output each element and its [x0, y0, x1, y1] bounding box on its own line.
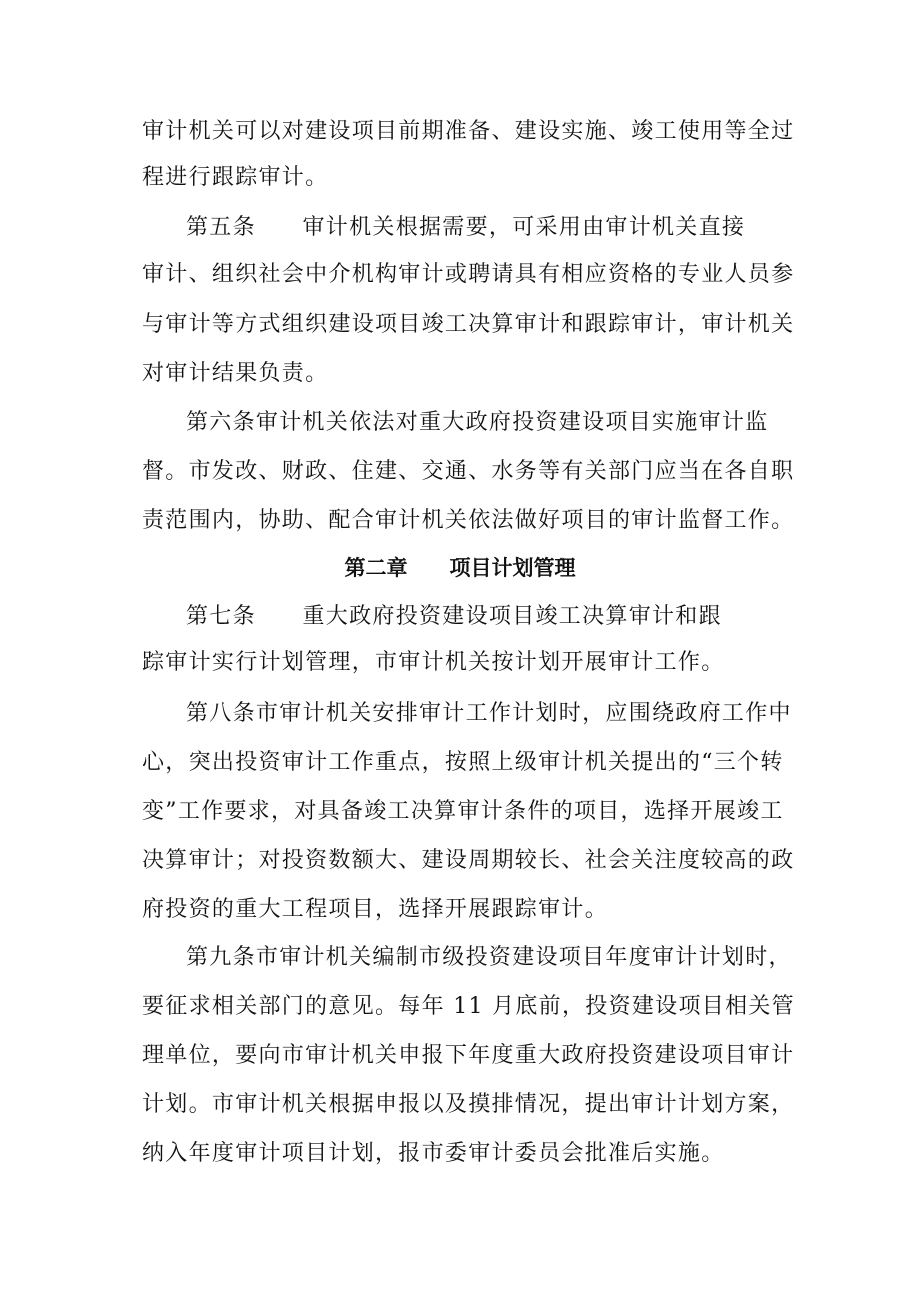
- body-line-2: 程进行跟踪审计。: [142, 165, 329, 190]
- article-9-line-5: 纳入年度审计项目计划，报市委审计委员会批准后实施。: [142, 1141, 725, 1166]
- article-5-line-2: 审计、组织社会中介机构审计或聘请具有相应资格的专业人员参: [142, 262, 795, 287]
- article-8-line-4: 决算审计；对投资数额大、建设周期较长、社会关注度较高的政: [142, 848, 795, 873]
- article-5-line-4: 对审计结果负责。: [142, 361, 329, 386]
- article-9-line-3: 理单位，要向市审计机关申报下年度重大政府投资建设项目审计: [142, 1043, 795, 1068]
- article-8-line-3: 变”工作要求，对具备竣工决算审计条件的项目，选择开展竣工: [142, 799, 784, 824]
- article-7-line-1: 第七条 重大政府投资建设项目竣工决算审计和跟: [186, 604, 722, 629]
- article-5-line-1: 第五条 审计机关根据需要，可采用由审计机关直接: [186, 215, 746, 240]
- article-5-line-3: 与审计等方式组织建设项目竣工决算审计和跟踪审计，审计机关: [142, 312, 795, 337]
- article-6-line-1: 第六条审计机关依法对重大政府投资建设项目实施审计监: [186, 410, 769, 435]
- article-8-line-5: 府投资的重大工程项目，选择开展跟踪审计。: [142, 897, 609, 922]
- article-9-line-4: 计划。市审计机关根据申报以及摸排情况，提出审计计划方案，: [142, 1092, 795, 1117]
- article-8-line-2: 心，突出投资审计工作重点，按照上级审计机关提出的“三个转: [142, 750, 784, 775]
- article-6-line-3: 责范围内，协助、配合审计机关依法做好项目的审计监督工作。: [142, 508, 795, 533]
- article-9-line-2: 要征求相关部门的意见。每年 11 月底前，投资建设项目相关管: [142, 994, 795, 1019]
- article-7-line-2: 踪审计实行计划管理，市审计机关按计划开展审计工作。: [142, 650, 725, 675]
- article-9-line-1: 第九条市审计机关编制市级投资建设项目年度审计计划时，: [186, 945, 792, 970]
- article-6-line-2: 督。市发改、财政、住建、交通、水务等有关部门应当在各自职: [142, 459, 795, 484]
- body-line-1: 审计机关可以对建设项目前期准备、建设实施、竣工使用等全过: [142, 119, 795, 144]
- chapter-2-heading: 第二章 项目计划管理: [344, 556, 576, 580]
- article-8-line-1: 第八条市审计机关安排审计工作计划时，应围绕政府工作中: [186, 701, 792, 726]
